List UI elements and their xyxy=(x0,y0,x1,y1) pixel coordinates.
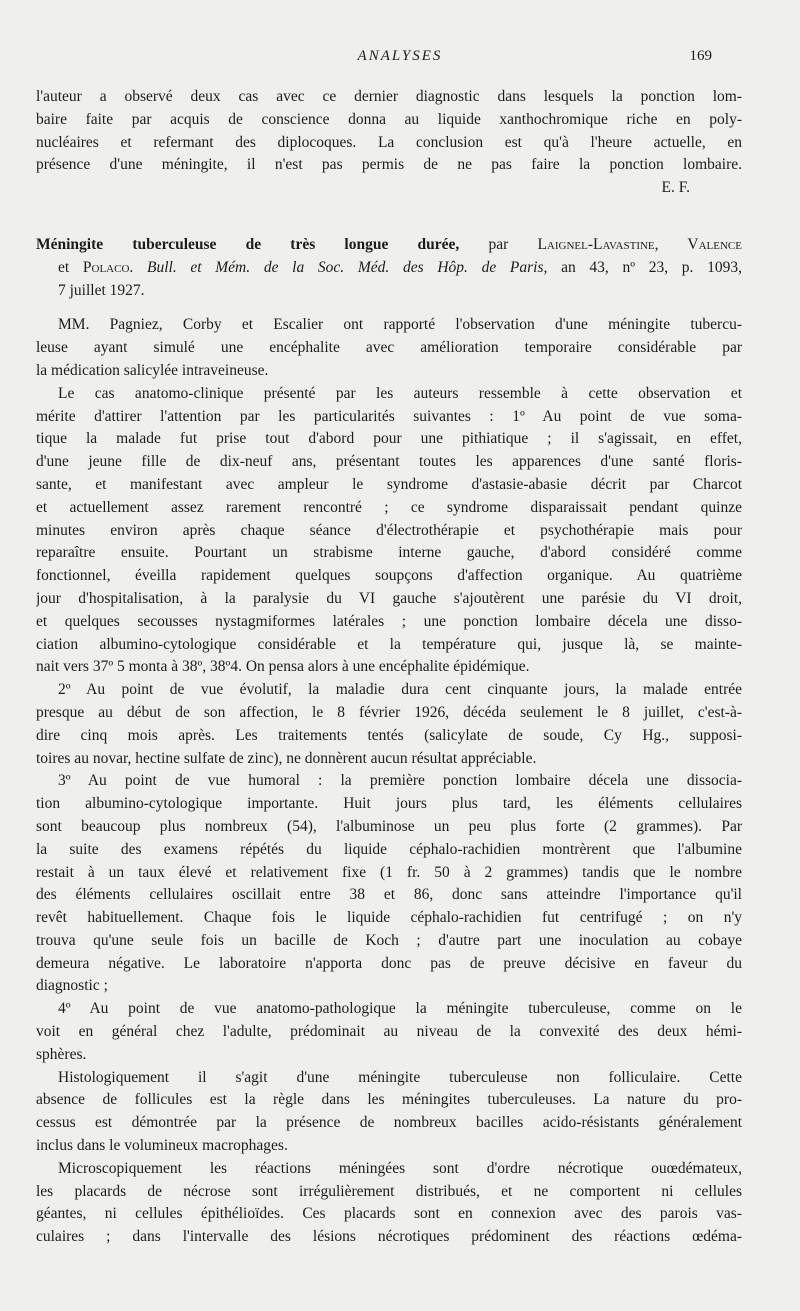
body-line: restait à un taux élevé et relativement fixe (1 fr. 50 à 2 grammes) tandis que le nombre xyxy=(36,863,742,881)
article-authors: Laignel-Lavastine, Valence xyxy=(537,235,742,253)
body-line: sphères. xyxy=(36,1045,87,1063)
body-line: et actuellement assez rarement rencontré ; ce syndrome disparaissait pendant quinze xyxy=(36,498,742,516)
body-line: Microscopiquement les réactions méningées sont d'ordre nécrotique ouœdémateux, xyxy=(58,1159,742,1177)
body-line: et quelques secousses nystagmiformes latérales ; une ponction lombaire décela une disso- xyxy=(36,612,742,630)
body-line: géantes, ni cellules épithélioïdes. Ces placards sont en connexion avec des parois vas- xyxy=(36,1205,742,1223)
body-line: MM. Pagniez, Corby et Escalier ont rapporté l'observation d'une méningite tubercu- xyxy=(58,316,742,334)
body-line: diagnostic ; xyxy=(36,977,108,995)
body-line: toires au novar, hectine sulfate de zinc), ne donnèrent aucun résultat appréciable. xyxy=(36,749,537,767)
author-signature: E. F. xyxy=(661,179,690,197)
body-line: la médication salicylée intraveineuse. xyxy=(36,361,269,379)
journal-name: Bull. et Mém. de la Soc. Méd. des Hôp. de Paris, xyxy=(146,258,548,276)
body-line: fonctionnel, éveilla rapidement quelques soupçons d'affection organique. Au quatrième xyxy=(36,567,742,585)
body-line: culaires ; dans l'intervalle des lésions nécrotiques prédominent des réactions œdéma- xyxy=(36,1228,742,1246)
body-line: tique la malade fut prise tout d'abord pour une pithiatique ; il s'agissait, en effet, xyxy=(36,430,742,448)
body-line: des éléments cellulaires oscillait entre 38 et 86, donc sans atteindre l'importance qu'il xyxy=(36,886,742,904)
body-line: les placards de nécrose sont irrégulièrement distribués, et ne comportent ni cellules xyxy=(36,1182,742,1200)
body-line: baire faite par acquis de conscience donna au liquide xanthochromique riche en poly- xyxy=(36,110,742,128)
body-line: nucléaires et refermant des diplocoques. La conclusion est qu'à l'heure actuelle, en xyxy=(36,133,742,151)
article-title: Méningite tuberculeuse de très longue durée, xyxy=(36,235,460,253)
body-line: 4º Au point de vue anatomo-pathologique la méningite tuberculeuse, comme on le xyxy=(58,1000,742,1018)
page-header xyxy=(0,48,800,72)
page-number: 169 xyxy=(689,48,712,64)
article-reference-line-2 xyxy=(36,257,742,280)
body-line: sante, et manifestant avec ampleur le syndrome d'astasie-abasie décrit par Charcot xyxy=(36,475,742,493)
body-line: la suite des examens répétés du liquide céphalo-rachidien montrèrent que l'albumine xyxy=(36,840,742,858)
previous-article-end xyxy=(36,86,742,1249)
body-line: jour d'hospitalisation, à la paralysie du VI gauche s'ajoutèrent une parésie du VI droit, xyxy=(36,589,742,607)
article-reference-line-1 xyxy=(36,234,742,257)
body-line: tion albumino-cytologique importante. Huit jours plus tard, les éléments cellulaires xyxy=(36,795,742,813)
body-line: minutes environ après chaque séance d'électrothérapie et psychothérapie mais pour xyxy=(36,521,742,539)
body-line: trouva qu'une seule fois un bacille de Koch ; d'autre part une inoculation au cobaye xyxy=(36,931,742,949)
body-line: cessus est démontrée par la présence de nombreux bacilles acido-résistants généralement xyxy=(36,1114,742,1132)
body-line: l'auteur a observé deux cas avec ce dernier diagnostic dans lesquels la ponction lom- xyxy=(36,88,742,105)
body-line: leuse ayant simulé une encéphalite avec amélioration temporaire considérable par xyxy=(36,339,742,357)
body-line: revêt habituellement. Chaque fois le liquide céphalo-rachidien fut centrifugé ; on n'y xyxy=(36,909,742,927)
article-author-polaco: Polaco xyxy=(82,258,130,276)
article-reference-line-3: 7 juillet 1927. xyxy=(58,281,145,299)
body-line: presque au début de son affection, le 8 février 1926, décéda seulement le 8 juillet, c'est-à- xyxy=(36,703,742,721)
body-line: 2º Au point de vue évolutif, la maladie dura cent cinquante jours, la malade entrée xyxy=(58,681,742,699)
article-body xyxy=(36,314,742,1249)
reference-by: par xyxy=(459,235,538,253)
body-line: Histologiquement il s'agit d'une méningite tuberculeuse non folliculaire. Cette xyxy=(58,1068,742,1086)
body-line: voit en général chez l'adulte, prédominait au niveau de la convexité des deux hémi- xyxy=(36,1023,742,1041)
reference-volume: an 43, nº 23, p. 1093, xyxy=(547,258,742,276)
body-line: inclus dans le volumineux macrophages. xyxy=(36,1137,288,1155)
body-line: 3º Au point de vue humoral : la première ponction lombaire décela une dissocia- xyxy=(58,772,742,790)
body-line: dire cinq mois après. Les traitements tentés (salicylate de soude, Cy Hg., supposi- xyxy=(36,726,742,744)
body-line: nait vers 37º 5 monta à 38º, 38º4. On pensa alors à une encéphalite épidémique. xyxy=(36,658,530,676)
running-head: ANALYSES xyxy=(357,48,443,64)
body-line: ciation albumino-cytologique considérable et la température qui, jusque là, se mainte- xyxy=(36,635,742,653)
body-line: présence d'une méningite, il n'est pas permis de ne pas faire la ponction lombaire. xyxy=(36,156,742,174)
body-line: sont beaucoup plus nombreux (54), l'albuminose un peu plus forte (2 grammes). Par xyxy=(36,817,742,835)
body-line: demeura négative. Le laboratoire n'apporta donc pas de preuve décisive en faveur du xyxy=(36,954,742,972)
body-line: Le cas anatomo-clinique présenté par les auteurs ressemble à cette observation et xyxy=(58,384,742,402)
body-line: mérite d'attirer l'attention par les particularités suivantes : 1º Au point de vue soma- xyxy=(36,407,742,425)
reference-and: et xyxy=(58,258,83,276)
body-line: d'une jeune fille de dix-neuf ans, présentant toutes les apparences d'une santé floris- xyxy=(36,453,742,471)
body-line: reparaître ensuite. Pourtant un strabisme interne gauche, d'abord considéré comme xyxy=(36,544,742,562)
reference-punct: . xyxy=(129,258,147,276)
body-line: absence de follicules est la règle dans les méningites tuberculeuses. La nature du pro- xyxy=(36,1091,742,1109)
